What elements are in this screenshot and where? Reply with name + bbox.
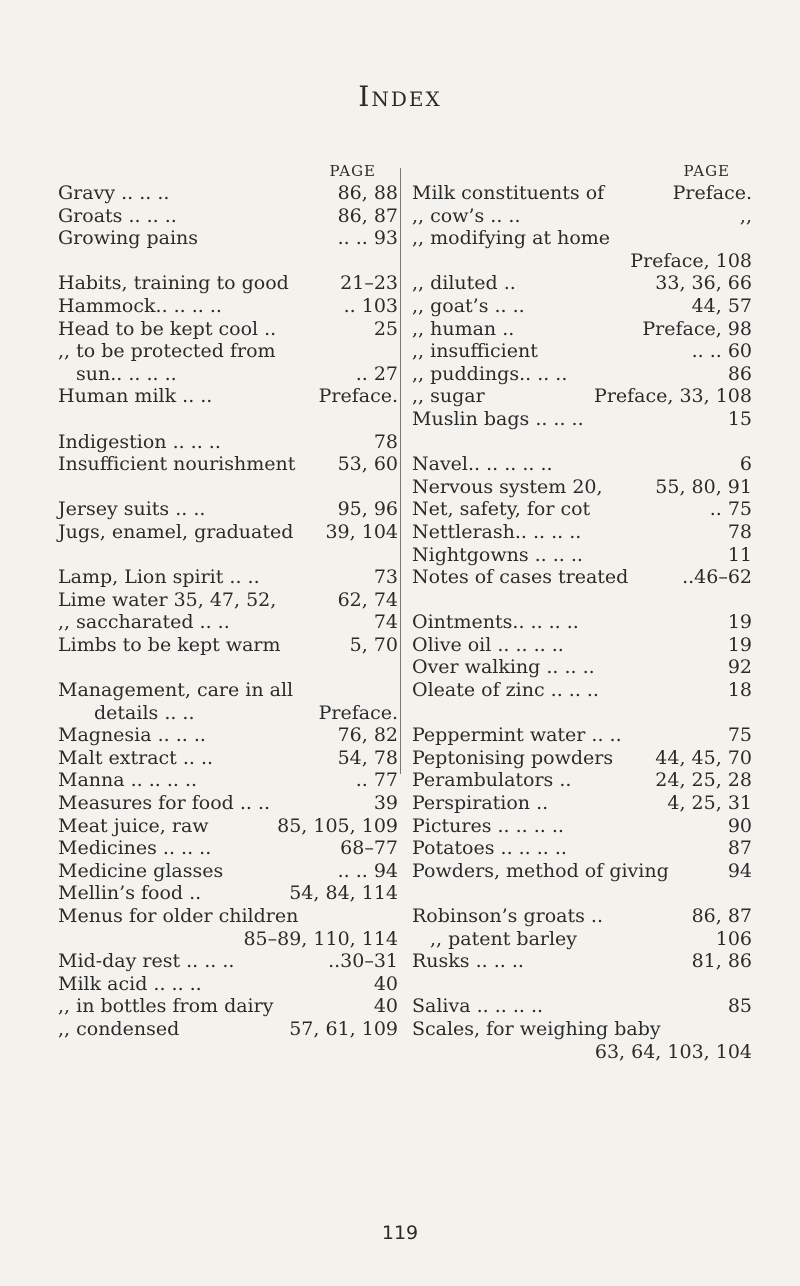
entry-gap [58,544,398,567]
index-entry [58,272,398,295]
entry-term: ,, human .. [412,317,515,340]
entry-pages: .. 27 [355,362,398,385]
entry-gap [412,973,752,996]
entry-term: Jersey suits .. .. [58,498,206,521]
index-entry [58,679,398,702]
entry-term: ,, cow’s .. .. [412,204,521,227]
entry-term: Scales, for weighing baby [412,1017,661,1040]
entry-term: Nettlerash.. .. .. .. [412,520,582,543]
index-entry [412,724,752,747]
index-column-right [412,160,752,1063]
index-entry [412,815,752,838]
index-entry [58,340,398,363]
entry-pages: 95, 96 [337,498,398,521]
entry-term: ,, condensed [58,1017,180,1040]
entry-pages: 86, 87 [691,905,752,927]
entry-term: Potatoes .. .. .. .. [412,837,567,860]
entry-pages: 86, 87 [337,204,398,227]
entry-term: Habits, training to good [58,272,289,295]
index-entry [412,521,752,544]
entry-pages: 78 [727,520,752,543]
entry-term: Nightgowns .. .. .. [412,543,583,566]
index-entry [58,363,398,386]
page-column-header: PAGE [683,162,730,180]
entry-term: Perambulators .. [412,769,572,792]
index-entry [412,634,752,657]
entry-pages: 78 [373,430,398,453]
index-entry [412,295,752,318]
entry-pages: 68–77 [340,837,398,860]
entry-pages: .. 103 [343,294,398,317]
entry-pages: ,, [739,204,752,227]
entry-term: Growing pains [58,227,199,250]
index-entry [412,1018,752,1041]
index-entry [58,205,398,228]
entry-term: Lime water 35, 47, 52, [58,588,277,611]
entry-pages: 11 [727,543,752,566]
index-entry [412,385,752,408]
index-entry [58,950,398,973]
entry-pages: 85 [727,995,752,1018]
index-entry [412,679,752,702]
entry-term: Jugs, enamel, graduated [58,520,294,543]
entry-term: Magnesia .. .. .. [58,724,206,747]
entry-gap [58,656,398,679]
entry-term: Indigestion .. .. .. [58,430,221,453]
index-entry [58,882,398,905]
index-entry [412,453,752,476]
index-entry [58,769,398,792]
index-entry [412,566,752,589]
entry-pages: 94 [727,859,752,882]
index-entry [412,498,752,521]
index-entry [412,995,752,1018]
entry-term: Mellin’s food .. [58,882,202,905]
index-entry [58,453,398,476]
entry-term: Mid-day rest .. .. .. [58,950,235,973]
entry-pages: ..46–62 [682,566,752,589]
index-entry [58,747,398,770]
entry-term: Powders, method of giving [412,859,669,882]
index-entry [58,837,398,860]
entry-pages: 87 [727,837,752,860]
index-entry [412,1041,752,1064]
entry-term: details .. .. [94,701,195,724]
entry-pages: 25 [373,317,398,340]
entry-term: Insufficient nourishment [58,453,296,476]
entry-pages: 44, 45, 70 [655,746,752,769]
index-entry [58,431,398,454]
entry-pages: 39, 104 [325,520,398,543]
entry-term: Head to be kept cool .. [58,317,277,340]
entry-pages: 6 [739,453,752,476]
index-entry [58,498,398,521]
entry-term: Ointments.. .. .. .. [412,611,579,634]
index-entry [412,476,752,499]
entry-gap [412,431,752,454]
entry-pages: 40 [373,972,398,995]
index-entry [58,995,398,1018]
entry-term: Olive oil .. .. .. .. [412,633,564,656]
entry-term: Hammock.. .. .. .. [58,294,222,317]
entry-pages: 54, 84, 114 [289,882,398,905]
index-entry [58,182,398,205]
entry-term: Muslin bags .. .. .. [412,407,584,430]
entry-pages: 39 [373,792,398,815]
index-entry [412,928,752,951]
entry-term: ,, to be protected from [58,340,276,363]
entry-pages: 90 [727,814,752,837]
entry-term: Robinson’s groats .. [412,905,603,927]
index-entry [58,521,398,544]
entry-pages: 86 [727,362,752,385]
entry-pages: 81, 86 [691,950,752,973]
entry-gap [58,476,398,499]
entry-pages: 106 [715,927,752,950]
entry-pages: 85–89, 110, 114 [243,927,398,950]
entry-pages: 74 [373,611,398,634]
index-list-right [412,182,752,1063]
index-entry [58,295,398,318]
entry-pages: Preface, 33, 108 [594,385,752,408]
page-title: Index [358,80,442,113]
index-entry [58,792,398,815]
index-entry [58,702,398,725]
index-entry [412,544,752,567]
entry-term: Medicines .. .. .. [58,837,212,860]
page-column-header: PAGE [329,162,376,180]
entry-pages: 4, 25, 31 [667,792,752,815]
entry-term: Manna .. .. .. .. [58,769,198,792]
entry-term: Net, safety, for cot [412,498,591,521]
index-entry [412,408,752,431]
entry-term: Milk constituents of [412,182,605,204]
entry-term: Navel.. .. .. .. .. [412,453,553,476]
entry-term: Measures for food .. .. [58,792,271,815]
entry-term: Menus for older children [58,905,299,927]
entry-gap [412,882,752,905]
entry-pages: 76, 82 [337,724,398,747]
entry-term: Management, care in all [58,679,294,702]
index-entry [58,973,398,996]
index-column-left [58,160,398,1041]
entry-pages: 62, 74 [337,588,398,611]
index-entry [58,905,398,928]
entry-term: Notes of cases treated [412,566,629,589]
index-entry [58,634,398,657]
entry-pages: 53, 60 [337,453,398,476]
index-entry [58,227,398,250]
entry-pages: 85, 105, 109 [277,814,398,837]
index-entry [58,1018,398,1041]
entry-pages: 63, 64, 103, 104 [594,1040,752,1063]
entry-term: Limbs to be kept warm [58,633,281,656]
entry-pages: .. .. 94 [337,859,398,882]
entry-term: Oleate of zinc .. .. .. [412,679,599,702]
index-entry [412,747,752,770]
entry-term: Nervous system 20, [412,475,603,498]
entry-pages: .. 77 [355,769,398,792]
entry-pages: 75 [727,724,752,747]
column-divider [400,168,401,774]
entry-term: ,, goat’s .. .. [412,294,525,317]
entry-pages: 44, 57 [691,294,752,317]
index-entry [58,318,398,341]
entry-pages: 21–23 [340,272,398,295]
index-entry [58,724,398,747]
index-entry [412,227,752,250]
entry-term: ,, modifying at home [412,227,611,250]
index-entry [58,928,398,951]
index-entry [412,611,752,634]
entry-term: Meat juice, raw [58,814,209,837]
entry-term: ,, patent barley [430,927,578,950]
entry-pages: .. .. 93 [337,227,398,250]
index-entry [58,860,398,883]
entry-pages: 86, 88 [337,182,398,204]
index-entry [412,837,752,860]
index-entry [412,363,752,386]
entry-pages: .. 75 [709,498,752,521]
entry-term: Milk acid .. .. .. [58,972,202,995]
index-entry [412,250,752,273]
index-entry [58,589,398,612]
index-entry [412,860,752,883]
entry-term: ,, diluted .. [412,272,516,295]
entry-term: Gravy .. .. .. [58,182,170,204]
entry-term: Pictures .. .. .. .. [412,814,564,837]
entry-term: Over walking .. .. .. [412,656,595,679]
entry-term: sun.. .. .. .. [76,362,177,385]
index-entry [412,340,752,363]
page-number: 119 [381,1222,419,1244]
entry-pages: 5, 70 [349,633,398,656]
entry-term: ,, sugar [412,385,485,408]
entry-pages: 33, 36, 66 [655,272,752,295]
entry-pages: Preface. [318,385,398,408]
index-entry [58,611,398,634]
index-entry [412,318,752,341]
index-entry [412,792,752,815]
index-entry [412,656,752,679]
entry-term: ,, insufficient [412,340,538,363]
entry-pages: 15 [727,407,752,430]
entry-gap [58,408,398,431]
entry-term: Saliva .. .. .. .. [412,995,544,1018]
entry-term: Peptonising powders [412,746,614,769]
entry-pages: ..30–31 [328,950,398,973]
entry-pages: 73 [373,566,398,589]
entry-pages: 54, 78 [337,746,398,769]
index-entry [58,815,398,838]
entry-pages: 24, 25, 28 [655,769,752,792]
entry-term: Rusks .. .. .. [412,950,524,973]
entry-gap [412,589,752,612]
index-entry [58,566,398,589]
entry-term: Peppermint water .. .. [412,724,622,747]
entry-term: Malt extract .. .. [58,746,214,769]
entry-pages: 19 [727,611,752,634]
entry-pages: Preface. [318,701,398,724]
entry-pages: Preface. [672,182,752,204]
entry-term: ,, in bottles from dairy [58,995,274,1018]
entry-gap [412,702,752,725]
entry-term: Perspiration .. [412,792,549,815]
entry-pages: .. .. 60 [691,340,752,363]
entry-pages: Preface, 108 [630,249,752,272]
index-entry [412,769,752,792]
entry-term: Lamp, Lion spirit .. .. [58,566,260,589]
entry-term: Medicine glasses [58,859,224,882]
entry-pages: 19 [727,633,752,656]
entry-pages: Preface, 98 [642,317,752,340]
entry-pages: 18 [727,679,752,702]
index-entry [412,205,752,228]
index-entry [412,272,752,295]
index-list-left [58,182,398,1041]
index-entry [58,385,398,408]
entry-pages: 57, 61, 109 [289,1017,398,1040]
entry-term: ,, puddings.. .. .. [412,362,568,385]
entry-gap [58,250,398,273]
index-entry [412,950,752,973]
entry-pages: 55, 80, 91 [655,475,752,498]
entry-term: Groats .. .. .. [58,204,177,227]
entry-term: ,, saccharated .. .. [58,611,230,634]
entry-term: Human milk .. .. [58,385,213,408]
index-entry [412,905,752,928]
entry-pages: 40 [373,995,398,1018]
index-entry [412,182,752,205]
entry-pages: 92 [727,656,752,679]
